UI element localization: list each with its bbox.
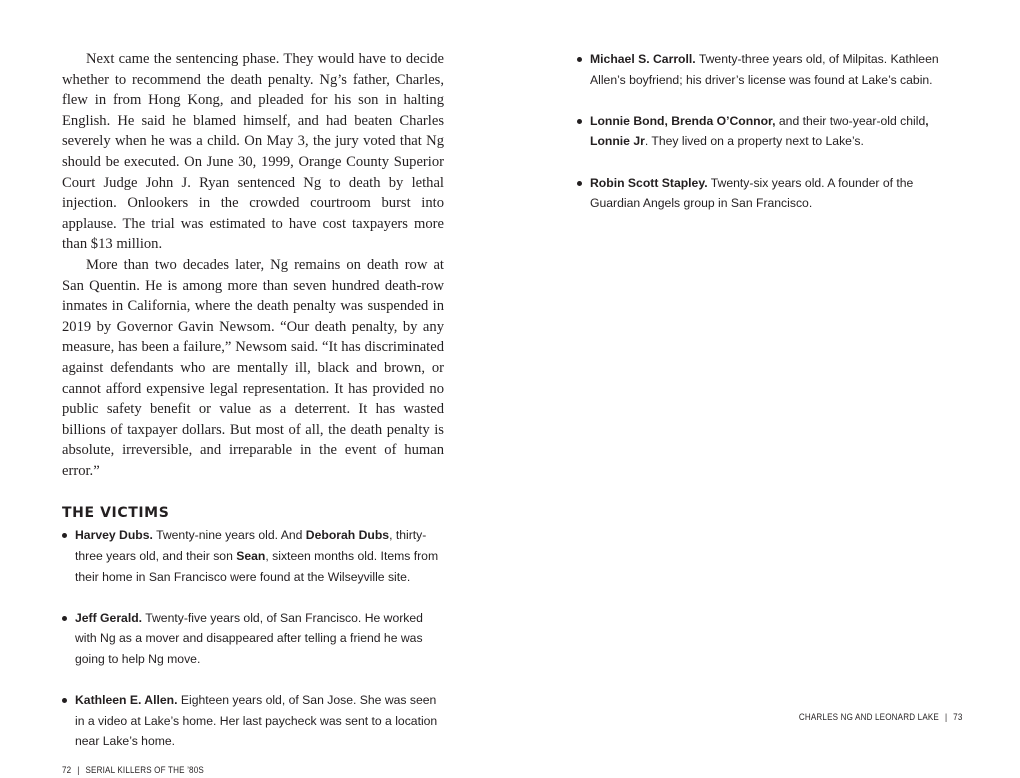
list-item [577, 49, 962, 90]
right-page-content [577, 49, 962, 699]
list-item [577, 111, 962, 152]
victim-text: and their two-year-old child [775, 113, 926, 128]
section-heading: THE VICTIMS [62, 505, 170, 522]
running-title: SERIAL KILLERS OF THE ’80S [85, 765, 204, 776]
victim-name: , Lonnie Jr [590, 113, 929, 149]
page-number: 72 [62, 765, 72, 776]
list-item [62, 525, 444, 587]
list-item [62, 608, 444, 670]
victim-name: Sean [236, 549, 266, 564]
list-item [577, 173, 962, 214]
victim-text: Twenty-nine years old. And [152, 528, 306, 543]
body-text [62, 49, 444, 481]
victim-name: Lonnie Bond, Brenda O’Connor, [590, 113, 776, 128]
victim-name: Michael S. Carroll. [590, 52, 696, 66]
victim-text: , sixteen months old. Items from their home in San Francisco were found at the Wilseyville site. [75, 549, 439, 584]
victims-list [577, 49, 962, 214]
separator: | [77, 765, 80, 776]
running-title: CHARLES NG AND LEONARD LAKE [798, 712, 939, 723]
list-item [62, 690, 444, 752]
right-page [577, 49, 962, 725]
victim-name: Kathleen E. Allen. [75, 693, 178, 708]
paragraph: More than two decades later, Ng remains on death row at San Quentin. He is among more than seven hundred death-row inmates in California, where the death penalty was suspended in 2019 by Governor Gavin Newsom. “Our death penalty, by any measure, has been a failure,” Newsom said. “It has discriminated against defendants who are mentally ill, black and brown, or cannot afford expensive legal representation. It has provided no public safety benefit or value as a deterrent. It has wasted billions of taxpayer dollars. But most of all, the death penalty is absolute, irreversible, and irreparable in the event of human error.” [62, 256, 444, 479]
victim-text: Twenty-six years old. A founder of the Guardian Angels group in San Francisco. [590, 175, 914, 211]
right-footer [577, 711, 962, 725]
paragraph: Next came the sentencing phase. They would have to decide whether to recommend the death penalty. Ng’s father, Charles, flew in from Hong Kong, and pleaded for his son in halting English. He said he blamed himself, and had beaten Charles severely when he was a child. On May 3, the jury voted that Ng should be executed. On June 30, 1999, Orange County Superior Court Judge John J. Ryan sentenced Ng to death by lethal injection. Onlookers in the crowded courtroom burst into applause. The trial was estimated to have cost taxpayers more than $13 million. [62, 51, 444, 253]
victims-list [62, 525, 444, 752]
victim-name: Deborah Dubs [305, 528, 390, 543]
victim-text: Eighteen years old, of San Jose. She was seen in a video at Lake’s home. Her last paycheck was sent to a location near Lake’s home. [75, 693, 438, 749]
left-footer [62, 764, 444, 778]
left-page-content [62, 49, 444, 752]
victim-name: Robin Scott Stapley. [590, 175, 708, 190]
right-footer-text [798, 711, 962, 725]
page-number: 73 [952, 712, 962, 723]
victim-text: Twenty-three years old, of Milpitas. Kathleen Allen’s boyfriend; his driver’s license was found at Lake’s cabin. [590, 52, 939, 87]
victim-text: . They lived on a property next to Lake’s. [644, 134, 864, 149]
victim-text: Twenty-five years old, of San Francisco. He worked with Ng as a mover and disappeared after telling a friend he was going to help Ng move. [75, 610, 423, 667]
victim-text: , thirty-three years old, and their son [75, 528, 427, 564]
left-footer-text [62, 764, 204, 778]
victim-name: Harvey Dubs. [75, 528, 153, 543]
left-page [62, 49, 444, 778]
victim-name: Jeff Gerald. [75, 610, 143, 625]
separator: | [944, 712, 947, 723]
